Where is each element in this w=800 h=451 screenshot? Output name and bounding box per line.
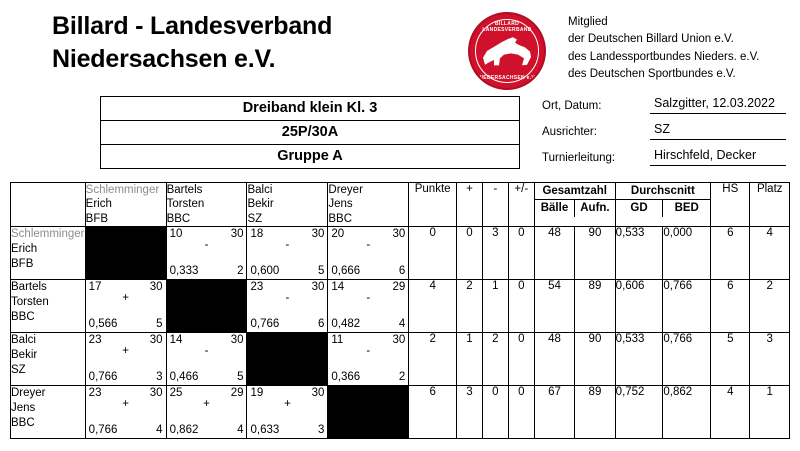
header-player-1-line2: Torsten — [166, 198, 205, 211]
row-0-match-1-avg: 0,333 — [169, 265, 199, 278]
row-0-match-1 — [166, 227, 247, 280]
table-row — [11, 386, 790, 439]
row-1-plusminus: 0 — [508, 280, 534, 333]
row-1-match-0-avg: 0,566 — [88, 318, 118, 331]
header-hs: HS — [711, 183, 750, 227]
row-3-match-1-result: + — [203, 398, 210, 411]
logo-container — [452, 10, 562, 90]
header-player-3-line3: BBC — [328, 212, 353, 225]
row-0-minus: 3 — [482, 227, 508, 280]
field-ort-datum-value: Salzgitter, 12.03.2022 — [650, 96, 786, 114]
row-1-match-3-hs: 4 — [398, 318, 406, 331]
logo-top-text: BILLARD LANDESVERBAND — [482, 21, 532, 33]
row-0-match-0-blocked — [85, 227, 166, 280]
row-0-name-line2: Erich — [11, 243, 38, 256]
row-2-aufn: 90 — [575, 333, 615, 386]
table-row — [11, 333, 790, 386]
row-2-gd: 0,533 — [615, 333, 663, 386]
header-player-1-line1: Bartels — [166, 184, 203, 196]
header-player-1 — [166, 183, 247, 227]
discipline-label: Dreiband klein Kl. 3 — [100, 96, 520, 121]
header-durchschnitt-label: Durchscnitt — [616, 183, 710, 200]
row-3-match-2 — [247, 386, 328, 439]
page-header — [0, 0, 800, 90]
row-3-match-0-innings: 30 — [149, 387, 163, 400]
row-0-baelle: 48 — [534, 227, 574, 280]
row-2-match-1-result: - — [204, 345, 209, 358]
header-aufn: Aufn. — [574, 200, 614, 217]
row-2-match-1-balls: 14 — [169, 334, 183, 347]
header-player-0-line3: BFB — [85, 212, 109, 225]
row-0-name-line1: Schlemminger — [11, 228, 85, 241]
field-ausrichter-label: Ausrichter: — [542, 126, 597, 138]
header-player-2-line2: Bekir — [247, 198, 274, 211]
results-table — [10, 182, 790, 439]
header-durchschnitt — [615, 183, 710, 227]
row-3-match-0-hs: 4 — [156, 424, 163, 437]
row-2-match-0-innings: 30 — [149, 334, 163, 347]
field-ort-datum-label: Ort, Datum: — [542, 100, 602, 112]
row-0-platz: 4 — [750, 227, 790, 280]
row-0-plusminus: 0 — [508, 227, 534, 280]
table-row — [11, 227, 790, 280]
header-player-3-line2: Jens — [328, 198, 353, 211]
row-3-punkte: 6 — [409, 386, 457, 439]
header-plusminus: +/- — [508, 183, 534, 227]
membership-line-0: Mitglied — [568, 16, 608, 28]
header-baelle: Bälle — [540, 202, 569, 214]
row-1-match-3-innings: 29 — [392, 281, 406, 294]
row-2-match-3-hs: 2 — [398, 371, 406, 384]
row-2-plus: 1 — [457, 333, 483, 386]
row-2-name-line2: Bekir — [11, 349, 38, 362]
row-0-match-3-balls: 20 — [331, 228, 345, 241]
row-3-bed: 0,862 — [663, 386, 711, 439]
row-1-match-1-blocked — [166, 280, 247, 333]
row-0-match-3-result: - — [366, 239, 371, 252]
page-title — [14, 10, 452, 76]
row-3-match-2-avg: 0,633 — [250, 424, 280, 437]
row-0-match-3 — [328, 227, 409, 280]
row-3-match-1-avg: 0,862 — [169, 424, 199, 437]
row-2-match-3-result: - — [366, 345, 371, 358]
membership-line-3: des Deutschen Sportbundes e.V. — [568, 67, 736, 80]
header-player-2-line1: Balci — [247, 184, 273, 196]
field-ort-datum — [542, 96, 786, 114]
event-fields — [520, 96, 786, 174]
row-3-match-2-balls: 19 — [250, 387, 264, 400]
header-player-2-line3: SZ — [247, 212, 263, 225]
row-0-plus: 0 — [457, 227, 483, 280]
row-2-match-2-blocked — [247, 333, 328, 386]
row-0-hs: 6 — [711, 227, 750, 280]
field-turnierleitung-label: Turnierleitung: — [542, 152, 616, 164]
row-3-plus: 3 — [457, 386, 483, 439]
row-3-name-line1: Dreyer — [11, 387, 46, 400]
row-1-match-2-hs: 6 — [317, 318, 325, 331]
row-2-match-0-hs: 3 — [156, 371, 163, 384]
row-0-match-2-result: - — [285, 239, 290, 252]
row-3-match-1-hs: 4 — [237, 424, 244, 437]
row-0-match-2-innings: 30 — [311, 228, 325, 241]
header-player-1-line3: BBC — [166, 212, 191, 225]
row-1-baelle: 54 — [534, 280, 574, 333]
row-2-match-3 — [328, 333, 409, 386]
row-3-match-1 — [166, 386, 247, 439]
row-1-bed: 0,766 — [663, 280, 711, 333]
row-3-plusminus: 0 — [508, 386, 534, 439]
association-logo-icon — [468, 12, 546, 90]
row-3-match-0-result: + — [122, 398, 129, 411]
row-1-match-3 — [328, 280, 409, 333]
row-0-match-2-balls: 18 — [250, 228, 264, 241]
row-3-match-0 — [85, 386, 166, 439]
row-1-name-line1: Bartels — [11, 281, 47, 294]
row-3-match-1-balls: 25 — [169, 387, 183, 400]
row-3-hs: 4 — [711, 386, 750, 439]
row-0-match-3-hs: 6 — [398, 265, 406, 278]
row-2-plusminus: 0 — [508, 333, 534, 386]
row-2-baelle: 48 — [534, 333, 574, 386]
row-2-platz: 3 — [750, 333, 790, 386]
row-1-gd: 0,606 — [615, 280, 663, 333]
field-turnierleitung-value: Hirschfeld, Decker — [650, 148, 786, 166]
header-gesamtzahl-label: Gesamtzahl — [535, 183, 615, 200]
row-3-name-line2: Jens — [11, 402, 36, 415]
row-0-match-2 — [247, 227, 328, 280]
field-ausrichter — [542, 122, 786, 140]
row-3-baelle: 67 — [534, 386, 574, 439]
row-0-match-1-balls: 10 — [169, 228, 183, 241]
row-3-match-2-result: + — [284, 398, 291, 411]
row-2-punkte: 2 — [409, 333, 457, 386]
row-2-name-line3: SZ — [11, 364, 26, 376]
row-0-gd: 0,533 — [615, 227, 663, 280]
row-2-name — [11, 333, 86, 386]
row-2-match-0-balls: 23 — [88, 334, 102, 347]
row-0-match-3-innings: 30 — [392, 228, 406, 241]
row-1-name — [11, 280, 86, 333]
header-player-0-line1: Schlemminger — [85, 184, 160, 196]
row-1-match-2-balls: 23 — [250, 281, 264, 294]
row-0-match-1-result: - — [204, 239, 209, 252]
row-3-match-0-avg: 0,766 — [88, 424, 118, 437]
event-titles — [14, 96, 520, 174]
table-header-row — [11, 183, 790, 227]
header-player-0 — [85, 183, 166, 227]
row-1-match-3-balls: 14 — [331, 281, 345, 294]
row-0-match-3-avg: 0,666 — [331, 265, 361, 278]
row-3-match-1-innings: 29 — [230, 387, 244, 400]
row-1-name-line3: BBC — [11, 311, 35, 323]
row-1-match-3-result: - — [366, 292, 371, 305]
field-ausrichter-value: SZ — [650, 122, 786, 140]
header-gd: GD — [630, 202, 648, 214]
row-0-match-1-hs: 2 — [237, 265, 244, 278]
event-info-band — [0, 96, 800, 174]
header-minus: - — [482, 183, 508, 227]
header-player-0-line2: Erich — [85, 198, 112, 211]
row-2-match-1-hs: 5 — [237, 371, 244, 384]
row-3-platz: 1 — [750, 386, 790, 439]
row-3-minus: 0 — [482, 386, 508, 439]
header-bed: BED — [662, 200, 710, 217]
header-platz: Platz — [750, 183, 790, 227]
row-1-platz: 2 — [750, 280, 790, 333]
logo-bottom-text: NIEDERSACHSEN e.V. — [477, 75, 537, 81]
row-0-match-2-hs: 5 — [317, 265, 325, 278]
row-1-match-2-innings: 30 — [311, 281, 325, 294]
row-0-name-line3: BFB — [11, 258, 34, 270]
row-3-match-3-blocked — [328, 386, 409, 439]
row-2-match-3-balls: 11 — [331, 334, 344, 347]
row-2-name-line1: Balci — [11, 334, 36, 347]
row-2-match-0 — [85, 333, 166, 386]
row-2-match-0-result: + — [122, 345, 129, 358]
row-2-match-3-avg: 0,366 — [331, 371, 361, 384]
row-3-aufn: 89 — [575, 386, 615, 439]
format-label: 25P/30A — [100, 121, 520, 145]
row-1-match-0-hs: 5 — [156, 318, 163, 331]
row-2-match-0-avg: 0,766 — [88, 371, 118, 384]
header-player-3 — [328, 183, 409, 227]
row-0-punkte: 0 — [409, 227, 457, 280]
row-1-punkte: 4 — [409, 280, 457, 333]
row-0-match-1-innings: 30 — [230, 228, 244, 241]
row-2-bed: 0,766 — [663, 333, 711, 386]
row-0-name — [11, 227, 86, 280]
row-1-aufn: 89 — [575, 280, 615, 333]
row-1-name-line2: Torsten — [11, 296, 49, 309]
header-gesamtzahl — [534, 183, 615, 227]
membership-line-1: der Deutschen Billard Union e.V. — [568, 33, 734, 46]
membership-block — [562, 10, 786, 83]
row-1-match-3-avg: 0,482 — [331, 318, 361, 331]
group-label: Gruppe A — [100, 145, 520, 169]
row-2-match-3-innings: 30 — [392, 334, 406, 347]
row-0-aufn: 90 — [575, 227, 615, 280]
table-row — [11, 280, 790, 333]
page-title-line2: Niedersachsen e.V. — [52, 45, 276, 73]
row-2-match-1 — [166, 333, 247, 386]
row-1-minus: 1 — [482, 280, 508, 333]
corner-cell — [11, 183, 86, 227]
header-player-3-line1: Dreyer — [328, 184, 363, 196]
row-1-match-0-result: + — [122, 292, 129, 305]
row-3-name-line3: BBC — [11, 417, 35, 429]
row-1-hs: 6 — [711, 280, 750, 333]
row-2-match-1-avg: 0,466 — [169, 371, 199, 384]
page-title-line1: Billard - Landesverband — [52, 12, 333, 40]
header-plus: + — [457, 183, 483, 227]
row-1-match-2-result: - — [285, 292, 290, 305]
row-3-match-2-innings: 30 — [311, 387, 325, 400]
row-3-gd: 0,752 — [615, 386, 663, 439]
row-1-match-0-balls: 17 — [88, 281, 102, 294]
row-2-match-1-innings: 30 — [230, 334, 244, 347]
row-1-match-2 — [247, 280, 328, 333]
row-1-match-2-avg: 0,766 — [250, 318, 280, 331]
row-3-match-0-balls: 23 — [88, 387, 102, 400]
row-1-plus: 2 — [457, 280, 483, 333]
header-player-2 — [247, 183, 328, 227]
row-2-hs: 5 — [711, 333, 750, 386]
row-0-bed: 0,000 — [663, 227, 711, 280]
results-table-container — [0, 174, 800, 439]
row-3-match-2-hs: 3 — [317, 424, 325, 437]
row-2-minus: 2 — [482, 333, 508, 386]
row-1-match-0 — [85, 280, 166, 333]
field-turnierleitung — [542, 148, 786, 166]
header-punkte: Punkte — [409, 183, 457, 227]
row-3-name — [11, 386, 86, 439]
membership-line-2: des Landessportbundes Nieders. e.V. — [568, 50, 760, 63]
row-0-match-2-avg: 0,600 — [250, 265, 280, 278]
row-1-match-0-innings: 30 — [149, 281, 163, 294]
